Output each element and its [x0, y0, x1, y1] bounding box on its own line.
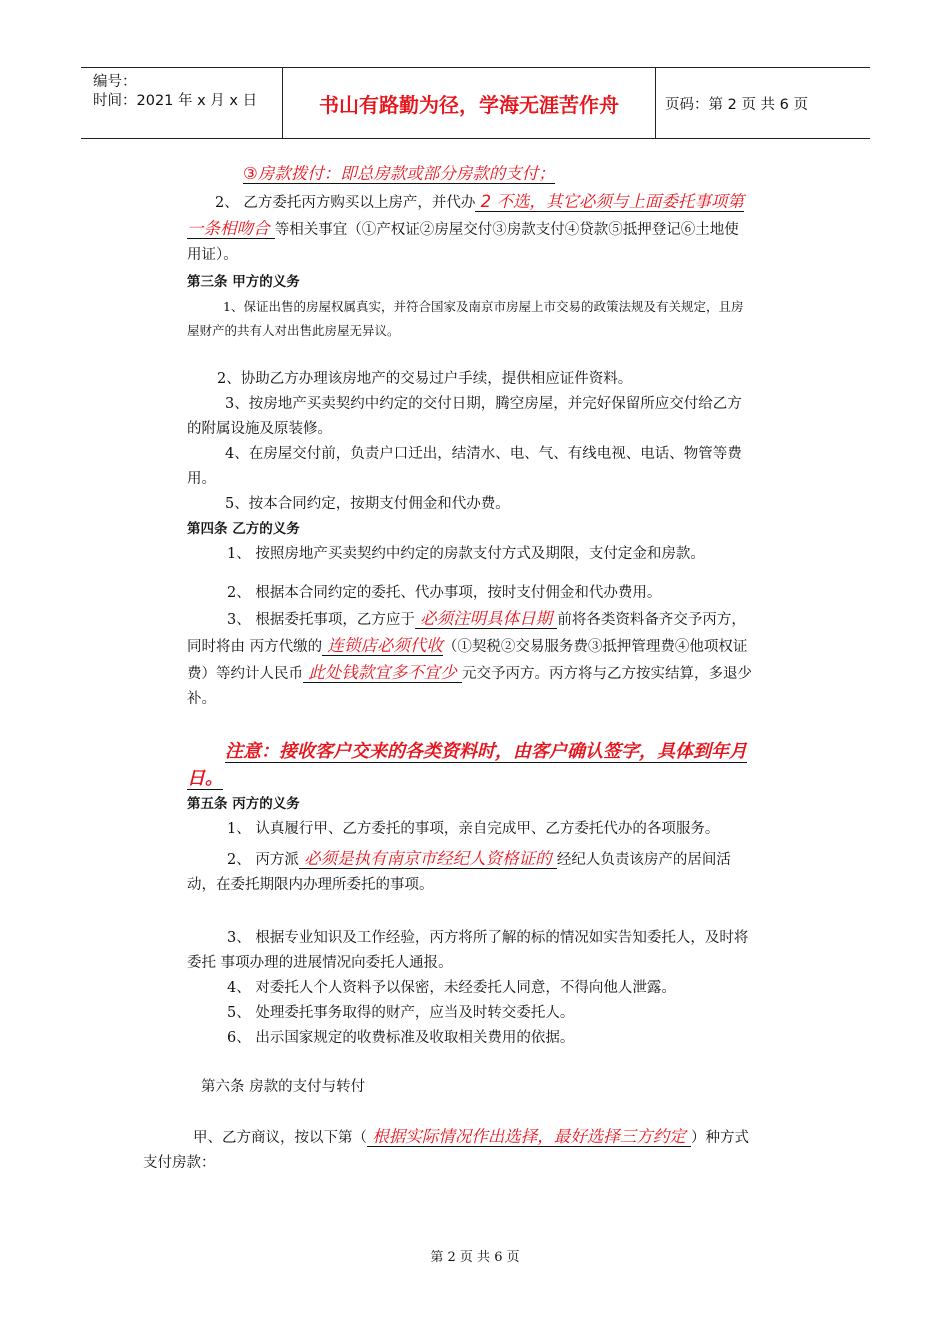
- article-3-item-3: 3、按房地产买卖契约中约定的交付日期，腾空房屋，并完好保留所应交付给乙方的附属设施及原装修。: [187, 396, 742, 437]
- fill-submit-date: 必须注明具体日期: [414, 609, 558, 628]
- fill-payment-option: 根据实际情况作出选择，最好选择三方约定: [367, 1127, 691, 1146]
- article-4-item-2: 2、 根据本合同约定的委托、代办事项，按时支付佣金和代办费用。: [227, 585, 662, 601]
- fill-entrust-items: 2 不选，其它必须与上面委托事项第一条相吻合: [187, 192, 744, 238]
- article-5-item-5: 5、 处理委托事务取得的财产，应当及时转交委托人。: [227, 1005, 575, 1021]
- article-3-item-1: 1、保证出售的房屋权属真实，并符合国家及南京市房屋上市交易的政策法规及有关规定，且房屋财产的共有人对出售此房屋无异议。: [187, 299, 744, 338]
- article-3-item-2: 2、协助乙方办理该房地产的交易过户手续，提供相应证件资料。: [217, 371, 633, 387]
- header-motto: 书山有路勤为径，学海无涯苦作舟: [282, 68, 656, 138]
- note-sign-receipt: 注意：接收客户交来的各类资料时，由客户确认签字，具体到年月日。: [187, 741, 747, 789]
- article-5-item-3: 3、 根据专业知识及工作经验，丙方将所了解的标的情况如实告知委托人，及时将委托 事项办理的进展情况向委托人通报。: [187, 930, 749, 971]
- page-header: [81, 67, 870, 139]
- page-footer: 第 2 页 共 6 页: [430, 1250, 520, 1265]
- fill-amount: 此处钱款宜多不宜少: [303, 663, 462, 682]
- article-6-title: 第六条 房款的支付与转付: [201, 1079, 366, 1095]
- document-number-label: 编号：: [93, 74, 137, 90]
- item-3-payment: ③房款拨付：即总房款或部分房款的支付；: [243, 164, 555, 183]
- article-5-item-1: 1、 认真履行甲、乙方委托的事项，亲自完成甲、乙方委托代办的各项服务。: [227, 821, 720, 837]
- fill-agent-qualification: 必须是执有南京市经纪人资格证的: [298, 849, 557, 868]
- article-3-item-5: 5、按本合同约定，按期支付佣金和代办费。: [225, 496, 510, 512]
- article-3-title: 第三条 甲方的义务: [187, 274, 300, 290]
- document-date: 时间：2021 年 x 月 x 日: [93, 93, 258, 109]
- article-4-title: 第四条 乙方的义务: [187, 521, 300, 537]
- article-4-item-3: 3、 根据委托事项，乙方应于 必须注明具体日期 前将各类资料备齐交予丙方，同时将由 丙方代缴的 连锁店必须代收（①契税②交易服务费③抵押管理费④他项权证费）等约计人民币 此处钱款宜多不宜少 元交予丙方。丙方将与乙方按实结算，多退少补。: [187, 609, 752, 707]
- clause-2-entrust: 2、 乙方委托丙方购买以上房产，并代办 2 不选，其它必须与上面委托事项第一条相吻合 等相关事宜（①产权证②房屋交付③房款支付④贷款⑤抵押登记⑥土地使用证）。: [187, 192, 744, 263]
- article-5-item-4: 4、 对委托人个人资料予以保密，未经委托人同意，不得向他人泄露。: [227, 980, 676, 996]
- fill-collector: 连锁店必须代收: [322, 636, 443, 655]
- header-left: [81, 68, 282, 138]
- header-page-number: 页码：第 2 页 共 6 页: [665, 96, 808, 113]
- article-3-item-4: 4、在房屋交付前，负责户口迁出，结清水、电、气、有线电视、电话、物管等费用。: [187, 446, 742, 487]
- contract-body: [143, 160, 752, 1176]
- article-4-item-1: 1、 按照房地产买卖契约中约定的房款支付方式及期限，支付定金和房款。: [227, 546, 705, 562]
- article-5-title: 第五条 丙方的义务: [187, 796, 300, 812]
- article-5-item-2: 2、 丙方派 必须是执有南京市经纪人资格证的 经纪人负责该房产的居间活动，在委托期限内办理所委托的事项。: [187, 849, 731, 893]
- article-5-item-6: 6、 出示国家规定的收费标准及收取相关费用的依据。: [227, 1030, 575, 1046]
- article-6-payment-method: 甲、乙方商议，按以下第（ 根据实际情况作出选择，最好选择三方约定 ）种方式支付房款：: [143, 1127, 749, 1171]
